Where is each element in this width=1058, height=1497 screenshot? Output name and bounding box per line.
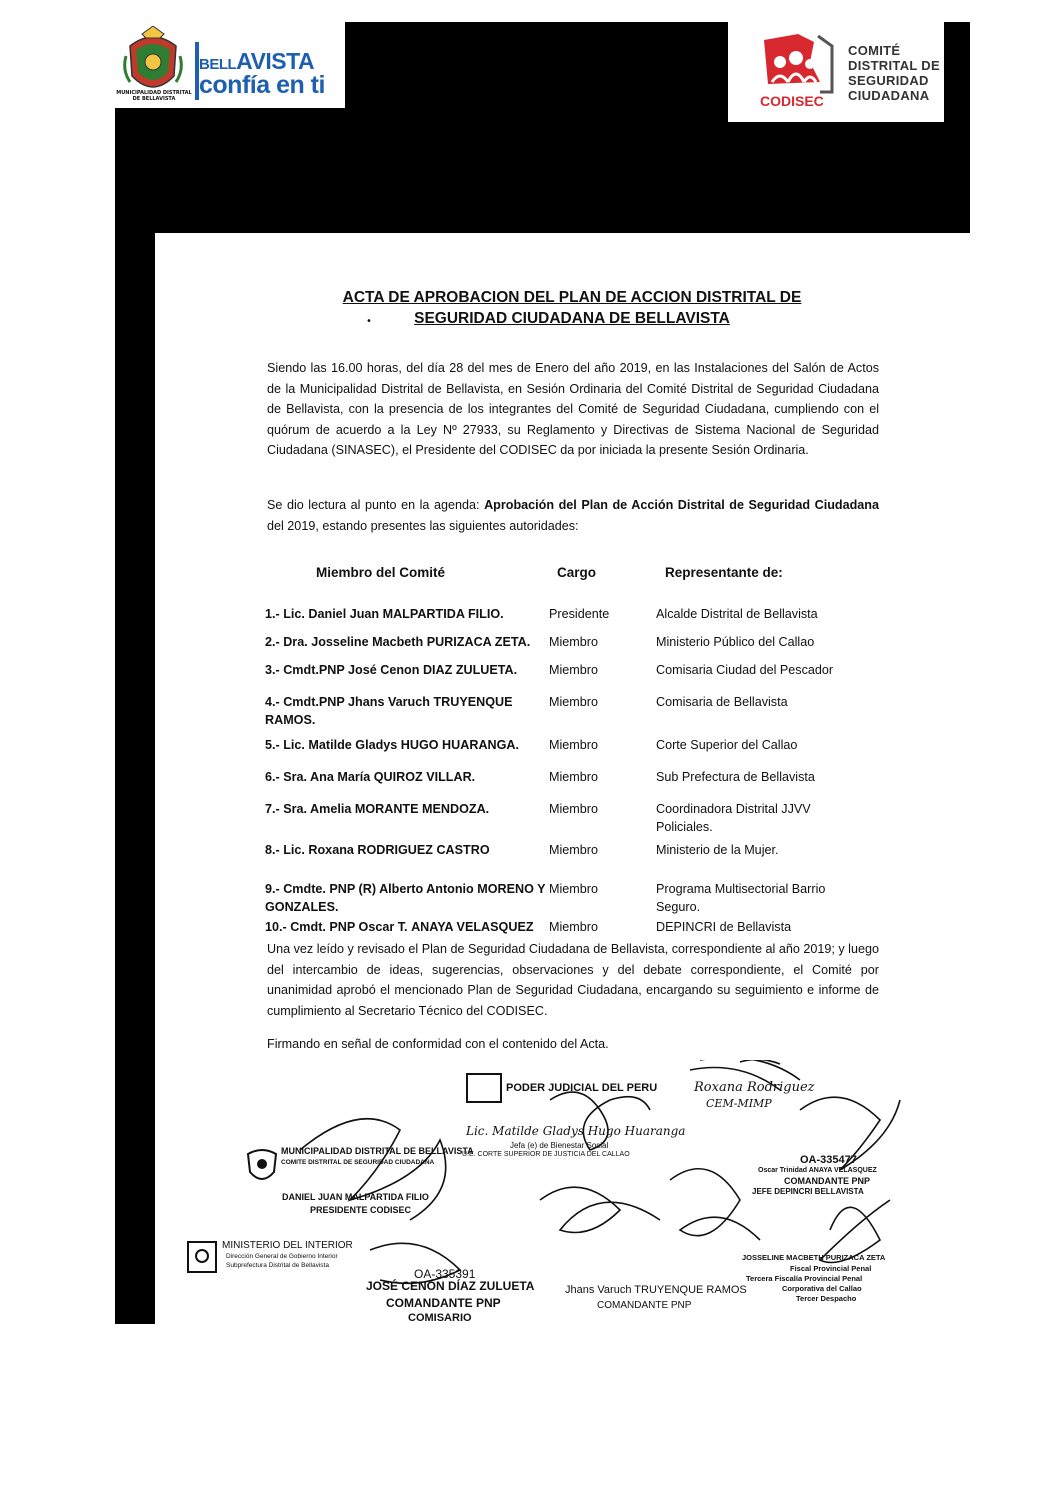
member-number: 8.- [265,843,280,857]
member-number: 9.- [265,882,280,896]
member-title: Sra. Ana María [283,770,371,784]
member-role: Miembro [549,738,598,752]
member-surname: QUIROZ VILLAR. [373,770,476,784]
member-surname: MALPARTIDA FILIO. [382,607,504,621]
purizaca-role-3: Corporativa del Callao [782,1284,862,1293]
diaz-name: JOSÉ CENÓN DÍAZ ZULUETA [366,1279,535,1293]
malpartida-role: PRESIDENTE CODISEC [310,1205,412,1215]
malpartida-name: DANIEL JUAN MALPARTIDA FILIO [282,1192,429,1202]
member-name [265,693,550,729]
member-role: Miembro [549,843,598,857]
anaya-role-2: JEFE DEPINCRI BELLAVISTA [752,1187,864,1196]
member-represents: Comisaria de Bellavista [656,695,788,709]
diaz-code: OA-335391 [414,1267,476,1281]
mininter-shield-icon [186,1240,218,1274]
member-role: Miembro [549,920,598,934]
codisec-title [848,43,940,103]
member-represents: Comisaria Ciudad del Pescador [656,663,834,677]
title-line-2: SEGURIDAD CIUDADANA DE BELLAVISTA [414,310,730,327]
agenda-intro: Se dio lectura al punto en la agenda: [267,498,485,512]
member-name [265,661,550,679]
member-surname: RODRIGUEZ CASTRO [357,843,490,857]
anaya-code: OA-335477 [800,1154,857,1166]
agenda-tail: del 2019, estando presentes las siguientes autoridades: [267,518,579,533]
member-represents: Programa Multisectorial Barrio Seguro. [656,882,826,914]
member-role: Miembro [549,882,598,896]
roxana-handwriting-1: Roxana Rodriguez [694,1080,815,1095]
bellavista-bell: BELL [199,56,237,73]
member-role: Miembro [549,770,598,784]
member-number: 7.- [265,802,280,816]
member-name [265,768,550,786]
member-number: 1.- [265,607,280,621]
member-surname: ANAYA VELASQUEZ [411,920,534,934]
purizaca-role-4: Tercer Despacho [796,1294,857,1303]
header-represents: Representante de: [665,565,783,580]
paragraph-agenda [267,495,879,536]
member-role: Miembro [549,663,598,677]
codisec-text-line: COMITÉ [848,43,901,58]
member-title: Lic. Roxana [283,843,354,857]
member-surname: MORANTE MENDOZA. [354,802,490,816]
member-title: Lic. Daniel Juan [283,607,380,621]
mininter-3: Subprefectura Distrital de Bellavista [226,1262,329,1269]
member-title: Cmdt. PNP Oscar T. [290,920,408,934]
agenda-item: Aprobación del Plan de Acción Distrital de Seguridad Ciudadana [484,498,879,512]
member-represents: Sub Prefectura de Bellavista [656,770,815,784]
member-represents: DEPINCRI de Bellavista [656,920,792,934]
muni-stamp-1: MUNICIPALIDAD DISTRITAL DE BELLAVISTA [281,1146,474,1156]
member-number: 2.- [265,635,280,649]
anaya-name: Oscar Trinidad ANAYA VELASQUEZ [758,1167,877,1174]
member-represents: Corte Superior del Callao [656,738,798,752]
member-name [265,633,550,651]
member-name [265,736,550,754]
truyenque-name: Jhans Varuch TRUYENQUE RAMOS [565,1284,747,1296]
anaya-role-1: COMANDANTE PNP [784,1176,871,1186]
member-number: 4.- [265,695,280,709]
truyenque-role: COMANDANTE PNP [597,1300,692,1311]
member-title: Sra. Amelia [283,802,352,816]
member-represents: Alcalde Distrital de Bellavista [656,607,818,621]
purizaca-name: JOSSELINE MACBETH PURIZACA ZETA [742,1253,886,1262]
paragraph-opening: Siendo las 16.00 horas, del día 28 del mes de Enero del año 2019, en las Instalaciones del Salón de Actos de la Municipalidad Distrital de Bellavista, en Sesión Ordinaria del Comité Distrital de Seguridad Ciudadana de Bellavista, con la presencia de los integrantes del Comité de Seguridad Ciudadana, cumpliendo con el quórum de acuerdo a la Ley Nº 27933, su Reglamento y Directivas de Sistema Nacional de Seguridad Ciudadana (SINASEC), el Presidente del CODISEC da por iniciada la presente Sesión Ordinaria. [267,361,879,458]
member-role: Miembro [549,635,598,649]
member-surname: MORENO Y GONZALES. [265,882,546,914]
member-number: 6.- [265,770,280,784]
muni-stamp-2: COMITE DISTRITAL DE SEGURIDAD CIUDADANA [281,1159,435,1166]
purizaca-role-2: Tercera Fiscalía Provincial Penal [746,1274,863,1283]
member-surname: DIAZ ZULUETA. [422,663,518,677]
member-number: 3.- [265,663,280,677]
hugo-name: Lic. Matilde Gladys Hugo Huaranga [466,1124,686,1138]
codisec-text-line: CIUDADANA [848,88,930,103]
title-line-1: ACTA DE APROBACION DEL PLAN DE ACCION DISTRITAL DE [342,289,802,306]
codisec-logo-icon [758,32,836,112]
hugo-role-2: U.E. CORTE SUPERIOR DE JUSTICIA DEL CALLAO [462,1151,630,1158]
member-surname: TRUYENQUE RAMOS. [265,695,513,727]
title-mark: • [366,316,372,327]
municipality-stamp-crest-icon [246,1148,278,1188]
diaz-role-2: COMISARIO [408,1312,472,1324]
member-title: Cmdt.PNP José Cenon [283,663,420,677]
hugo-role-1: Jefa (e) de Bienestar Social [510,1141,609,1150]
member-number: 5.- [265,738,280,752]
purizaca-role-1: Fiscal Provincial Penal [790,1264,872,1273]
member-number: 10.- [265,920,287,934]
municipality-caption: MUNICIPALIDAD DISTRITAL DE BELLAVISTA [116,90,192,102]
member-name [265,841,550,859]
header-member: Miembro del Comité [316,565,446,580]
codisec-text-line: DISTRITAL DE [848,58,940,73]
mininter-2: Dirección General de Gobierno Interior [226,1253,338,1260]
member-name [265,605,550,623]
roxana-handwriting-2: CEM-MIMP [706,1097,772,1110]
member-title: Lic. Matilde Gladys [283,738,398,752]
header-role: Cargo [557,565,597,580]
member-represents: Ministerio de la Mujer. [656,843,779,857]
diaz-role-1: COMANDANTE PNP [386,1296,501,1310]
codisec-text-line: SEGURIDAD [848,73,929,88]
member-name [265,918,550,936]
member-surname: HUGO HUARANGA. [400,738,520,752]
member-title: Dra. Josseline Macbeth [283,635,424,649]
member-role: Presidente [549,607,610,621]
paragraph-approval: Una vez leído y revisado el Plan de Seguridad Ciudadana de Bellavista, correspondiente al año 2019; y luego del intercambio de ideas, sugerencias, observaciones y del debate correspondiente, el Comité por unanimidad aprobó el mencionado Plan de Seguridad Ciudadana, encargando su seguimiento e informe de cumplimiento al Secretario Técnico del CODISEC. [267,942,879,1018]
poder-judicial-label: PODER JUDICIAL DEL PERU [506,1081,658,1094]
bellavista-slogan: confía en ti [199,71,325,99]
member-name [265,800,550,818]
member-represents: Ministerio Público del Callao [656,635,815,649]
member-represents: Coordinadora Distrital JJVV Policiales. [656,802,811,834]
bellavista-avista: AVISTA [236,48,315,74]
bellavista-logo [199,48,325,100]
document-title [252,287,892,329]
member-title: Cmdte. PNP (R) Alberto Antonio [283,882,474,896]
member-name [265,880,550,916]
paragraph-closing: Firmando en señal de conformidad con el contenido del Acta. [267,1037,609,1051]
member-title: Cmdt.PNP Jhans Varuch [283,695,430,709]
member-role: Miembro [549,695,598,709]
member-surname: PURIZACA ZETA. [426,635,531,649]
member-role: Miembro [549,802,598,816]
codisec-label: CODISEC [760,93,824,109]
mininter-1: MINISTERIO DEL INTERIOR [222,1240,353,1251]
